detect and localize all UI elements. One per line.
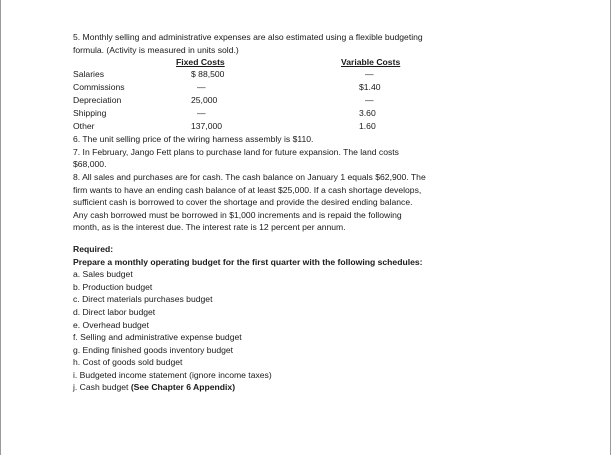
item8-line4: Any cash borrowed must be borrowed in $1,000 increments and is repaid the following <box>73 209 402 220</box>
variable-costs-header: Variable Costs <box>341 57 401 68</box>
schedule-item: g. Ending finished goods inventory budget <box>73 344 234 355</box>
cost-row-label: Other <box>73 121 95 132</box>
schedule-item: c. Direct materials purchases budget <box>73 294 213 305</box>
cost-row-variable: — <box>365 69 374 80</box>
item8-line2: firm wants to have an ending cash balance of at least $25,000. If a cash shortage develops, <box>73 184 422 195</box>
required-heading: Required: <box>73 243 114 254</box>
item6: 6. The unit selling price of the wiring harness assembly is $110. <box>73 134 314 145</box>
item7-line2: $68,000. <box>73 159 107 170</box>
fixed-costs-header: Fixed Costs <box>176 57 225 68</box>
cost-row-variable: 1.60 <box>359 121 376 132</box>
page-right-border <box>610 0 611 455</box>
cost-table <box>73 56 503 133</box>
document-content <box>73 31 503 394</box>
schedule-item: b. Production budget <box>73 281 153 292</box>
cost-row-variable: $1.40 <box>359 82 381 93</box>
cost-row-fixed: $ 88,500 <box>191 69 225 80</box>
cost-row-fixed: — <box>197 82 206 93</box>
schedule-item: f. Selling and administrative expense budget <box>73 332 242 343</box>
cost-row-variable: — <box>365 95 374 106</box>
item8-line1: 8. All sales and purchases are for cash. The cash balance on January 1 equals $62,900. The <box>73 171 426 182</box>
item5-line1: 5. Monthly selling and administrative expenses are also estimated using a flexible budgeting <box>73 32 423 42</box>
item5-line2: formula. (Activity is measured in units sold.) <box>73 44 239 55</box>
cash-budget-note: (See Chapter 6 Appendix) <box>130 382 236 393</box>
cost-row-label: Depreciation <box>73 95 122 106</box>
cost-row-fixed: 137,000 <box>191 121 223 132</box>
schedule-item-cash <box>73 381 503 394</box>
schedule-item: i. Budgeted income statement (ignore income taxes) <box>73 369 272 380</box>
page-left-border <box>0 0 1 455</box>
schedule-item: e. Overhead budget <box>73 319 149 330</box>
schedule-item: a. Sales budget <box>73 269 133 280</box>
cost-row-fixed: 25,000 <box>191 95 218 106</box>
item8-line5: month, as is the interest due. The interest rate is 12 percent per annum. <box>73 222 346 233</box>
required-instruction: Prepare a monthly operating budget for the first quarter with the following schedules: <box>73 256 423 267</box>
cost-row-fixed: — <box>197 108 206 119</box>
cost-row-label: Salaries <box>73 69 105 80</box>
item7-line1: 7. In February, Jango Fett plans to purchase land for future expansion. The land costs <box>73 146 399 157</box>
cost-row-label: Shipping <box>73 108 107 119</box>
schedule-item: h. Cost of goods sold budget <box>73 357 183 368</box>
schedule-item: d. Direct labor budget <box>73 306 156 317</box>
cost-row-variable: 3.60 <box>359 108 376 119</box>
cost-row-label: Commissions <box>73 82 125 93</box>
cash-budget-label: j. Cash budget <box>73 382 131 393</box>
item8-line3: sufficient cash is borrowed to cover the shortage and provide the desired ending balance. <box>73 197 413 208</box>
